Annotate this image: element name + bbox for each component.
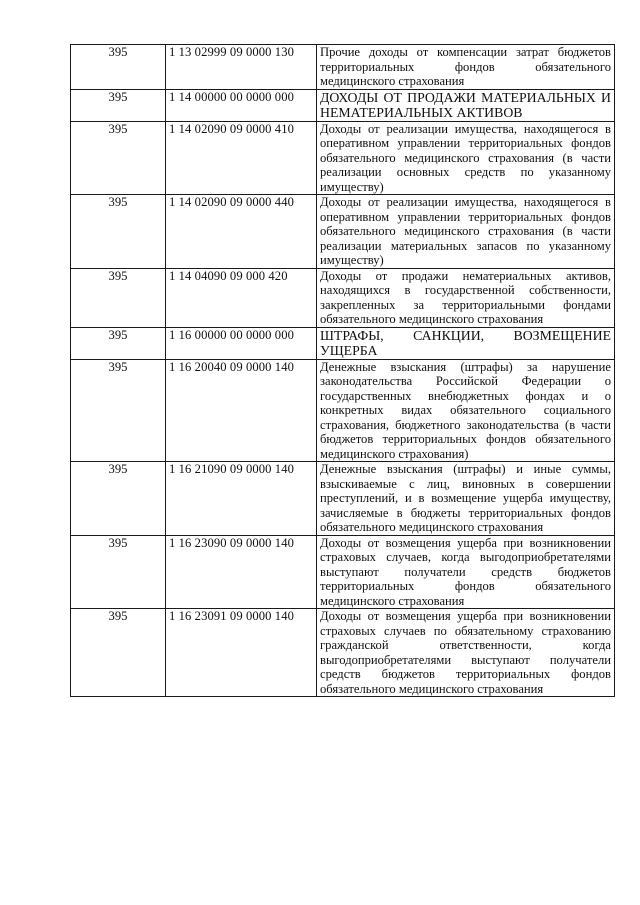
section-heading-cell: ШТРАФЫ, САНКЦИИ, ВОЗМЕЩЕНИЕ УЩЕРБА xyxy=(317,327,615,359)
revenue-name-cell: Денежные взыскания (штрафы) за нарушение законодательства Российской Федерации о государственных внебюджетных фондах и о конкретных видах обязательного социального страхования, бюджетного законодательства (в части бюджетов территориальных фондов обязательного медицинского страхования) xyxy=(317,359,615,462)
budget-code-cell: 1 14 02090 09 0000 410 xyxy=(166,121,317,195)
admin-code-cell: 395 xyxy=(71,195,166,269)
budget-code-cell: 1 16 20040 09 0000 140 xyxy=(166,359,317,462)
table-row xyxy=(71,609,615,697)
table-row xyxy=(71,359,615,462)
revenue-name-cell: Денежные взыскания (штрафы) и иные суммы, взыскиваемые с лиц, виновных в совершении преступлений, и в возмещение ущерба имуществу, зачисляемые в бюджеты территориальных фондов обязательного медицинского страхования xyxy=(317,462,615,536)
budget-code-cell: 1 13 02999 09 0000 130 xyxy=(166,45,317,90)
admin-code-cell: 395 xyxy=(71,535,166,609)
budget-code-cell: 1 14 04090 09 000 420 xyxy=(166,268,317,327)
table-row xyxy=(71,462,615,536)
revenue-name-cell: Доходы от реализации имущества, находящегося в оперативном управлении территориальных фондов обязательного медицинского страхования (в части реализации основных средств по указанному имуществу) xyxy=(317,121,615,195)
table-row xyxy=(71,121,615,195)
budget-code-cell: 1 14 02090 09 0000 440 xyxy=(166,195,317,269)
budget-code-cell: 1 16 00000 00 0000 000 xyxy=(166,327,317,359)
budget-code-cell: 1 14 00000 00 0000 000 xyxy=(166,89,317,121)
admin-code-cell: 395 xyxy=(71,359,166,462)
table-row xyxy=(71,535,615,609)
admin-code-cell: 395 xyxy=(71,327,166,359)
section-heading-cell: ДОХОДЫ ОТ ПРОДАЖИ МАТЕРИАЛЬНЫХ И НЕМАТЕРИАЛЬНЫХ АКТИВОВ xyxy=(317,89,615,121)
admin-code-cell: 395 xyxy=(71,89,166,121)
budget-code-cell: 1 16 23090 09 0000 140 xyxy=(166,535,317,609)
table-row xyxy=(71,45,615,90)
budget-code-cell: 1 16 21090 09 0000 140 xyxy=(166,462,317,536)
admin-code-cell: 395 xyxy=(71,45,166,90)
revenue-name-cell: Доходы от реализации имущества, находящегося в оперативном управлении территориальных фондов обязательного медицинского страхования (в части реализации материальных запасов по указанному имуществу) xyxy=(317,195,615,269)
revenue-name-cell: Доходы от возмещения ущерба при возникновении страховых случаев, когда выгодоприобретателями выступают получатели средств бюджетов территориальных фондов обязательного медицинского страхования xyxy=(317,535,615,609)
admin-code-cell: 395 xyxy=(71,121,166,195)
revenue-name-cell: Доходы от возмещения ущерба при возникновении страховых случаев по обязательному страхованию гражданской ответственности, когда выгодоприобретателями выступают получатели средств бюджетов территориальных фондов обязательного медицинского страхования xyxy=(317,609,615,697)
admin-code-cell: 395 xyxy=(71,609,166,697)
admin-code-cell: 395 xyxy=(71,462,166,536)
budget-code-cell: 1 16 23091 09 0000 140 xyxy=(166,609,317,697)
revenue-name-cell: Прочие доходы от компенсации затрат бюджетов территориальных фондов обязательного медицинского страхования xyxy=(317,45,615,90)
table-row xyxy=(71,268,615,327)
revenue-name-cell: Доходы от продажи нематериальных активов, находящихся в государственной собственности, закрепленных за территориальными фондами обязательного медицинского страхования xyxy=(317,268,615,327)
table-row xyxy=(71,195,615,269)
table-row xyxy=(71,89,615,121)
revenue-codes-table xyxy=(70,44,615,697)
admin-code-cell: 395 xyxy=(71,268,166,327)
table-row xyxy=(71,327,615,359)
